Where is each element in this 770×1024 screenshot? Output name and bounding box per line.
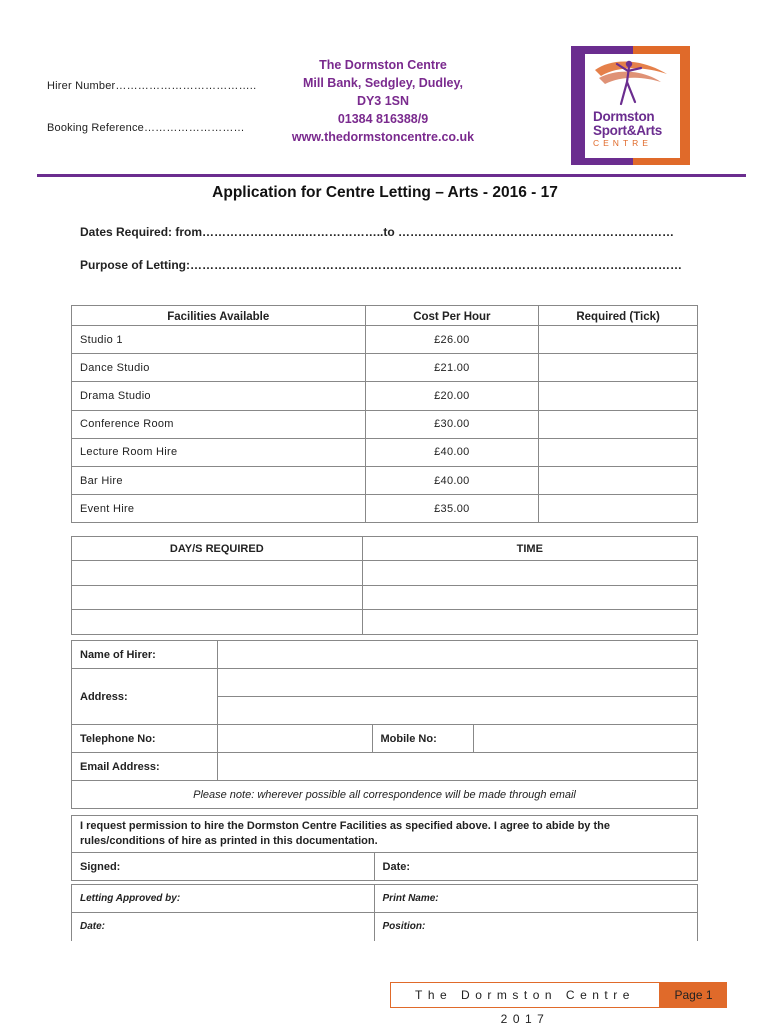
approval-table (71, 884, 698, 941)
table-row (72, 725, 698, 753)
table-row (72, 495, 698, 523)
table-row (72, 913, 698, 941)
approval-date-field[interactable]: Date: (72, 913, 375, 941)
required-tick-cell[interactable] (539, 495, 698, 523)
facility-cost: £30.00 (365, 410, 539, 438)
date-field[interactable]: Date: (374, 853, 697, 881)
day-cell[interactable] (72, 561, 363, 586)
centre-name: The Dormston Centre (319, 58, 447, 72)
email-input[interactable] (217, 753, 697, 781)
table-row (72, 561, 698, 586)
table-row (72, 326, 698, 354)
table-row (72, 382, 698, 410)
facility-cost: £40.00 (365, 438, 539, 466)
required-tick-cell[interactable] (539, 382, 698, 410)
day-cell[interactable] (72, 610, 363, 635)
facility-name: Drama Studio (72, 382, 366, 410)
address-label: Address: (72, 669, 218, 725)
request-declaration-table (71, 815, 698, 881)
required-header: Required (Tick) (539, 306, 698, 326)
table-row (72, 853, 698, 881)
print-name-field[interactable]: Print Name: (374, 885, 697, 913)
website-link[interactable]: www.thedormstoncentre.co.uk (291, 130, 475, 144)
facility-name: Lecture Room Hire (72, 438, 366, 466)
required-tick-cell[interactable] (539, 410, 698, 438)
facility-name: Conference Room (72, 410, 366, 438)
phone-number: 01384 816388/9 (337, 112, 429, 126)
booking-reference-field[interactable]: Booking Reference……………………… (47, 122, 245, 134)
hirer-number-field[interactable]: Hirer Number……………………………….. (47, 80, 257, 92)
required-tick-cell[interactable] (539, 326, 698, 354)
facility-cost: £21.00 (365, 354, 539, 382)
mobile-input[interactable] (474, 725, 698, 753)
address-street: Mill Bank, Sedgley, Dudley, (303, 76, 463, 90)
dates-required-field[interactable]: Dates Required: from……………………..………………..to …………………………………………………………… (80, 225, 675, 239)
table-row (72, 753, 698, 781)
facility-name: Event Hire (72, 495, 366, 523)
logo-line-sport-arts: Sport&Arts (593, 123, 663, 138)
days-required-header: DAY/S REQUIRED (72, 537, 363, 561)
centre-address (265, 56, 501, 146)
hirer-details-table (71, 640, 698, 809)
signed-field[interactable]: Signed: (72, 853, 375, 881)
table-row (72, 610, 698, 635)
day-cell[interactable] (72, 585, 363, 610)
dancer-icon (591, 56, 671, 108)
telephone-label: Telephone No: (72, 725, 218, 753)
facilities-header: Facilities Available (72, 306, 366, 326)
time-cell[interactable] (362, 585, 697, 610)
table-row (72, 438, 698, 466)
position-field[interactable]: Position: (374, 913, 697, 941)
table-row (72, 466, 698, 494)
table-row (72, 816, 698, 853)
facilities-table (71, 305, 698, 523)
footer-centre-name: The Dormston Centre 2017 (390, 982, 660, 1008)
table-row (72, 885, 698, 913)
header-divider (37, 174, 746, 177)
correspondence-note: Please note: wherever possible all correspondence will be made through email (72, 781, 698, 809)
table-row (72, 410, 698, 438)
facility-cost: £26.00 (365, 326, 539, 354)
table-row (72, 354, 698, 382)
facility-name: Studio 1 (72, 326, 366, 354)
table-row (72, 781, 698, 809)
declaration-text: I request permission to hire the Dormston Centre Facilities as specified above. I agree to abide by the rules/conditions of hire as printed in this documentation. (72, 816, 698, 853)
table-row (72, 585, 698, 610)
required-tick-cell[interactable] (539, 438, 698, 466)
logo-line-centre: CENTRE (593, 138, 652, 148)
dormston-logo (571, 46, 690, 165)
purpose-of-letting-field[interactable]: Purpose of Letting:…………………………………………………………………………………………………………… (80, 258, 682, 272)
table-header-row (72, 306, 698, 326)
cost-header: Cost Per Hour (365, 306, 539, 326)
table-row (72, 669, 698, 697)
form-title: Application for Centre Letting – Arts - 2016 - 17 (212, 184, 558, 201)
mobile-label: Mobile No: (372, 725, 474, 753)
time-cell[interactable] (362, 610, 697, 635)
facility-name: Dance Studio (72, 354, 366, 382)
facility-cost: £20.00 (365, 382, 539, 410)
letting-approved-by-field[interactable]: Letting Approved by: (72, 885, 375, 913)
facility-cost: £35.00 (365, 495, 539, 523)
address-input-line-1[interactable] (217, 669, 697, 697)
time-header: TIME (362, 537, 697, 561)
required-tick-cell[interactable] (539, 466, 698, 494)
days-time-table (71, 536, 698, 635)
page-number: Page 1 (660, 982, 727, 1008)
address-postcode: DY3 1SN (356, 94, 410, 108)
required-tick-cell[interactable] (539, 354, 698, 382)
facility-cost: £40.00 (365, 466, 539, 494)
facility-name: Bar Hire (72, 466, 366, 494)
telephone-input[interactable] (217, 725, 372, 753)
logo-line-dormston: Dormston (593, 109, 655, 124)
address-input-line-2[interactable] (217, 697, 697, 725)
table-header-row (72, 537, 698, 561)
name-of-hirer-input[interactable] (217, 641, 697, 669)
name-of-hirer-label: Name of Hirer: (72, 641, 218, 669)
email-label: Email Address: (72, 753, 218, 781)
table-row (72, 641, 698, 669)
time-cell[interactable] (362, 561, 697, 586)
